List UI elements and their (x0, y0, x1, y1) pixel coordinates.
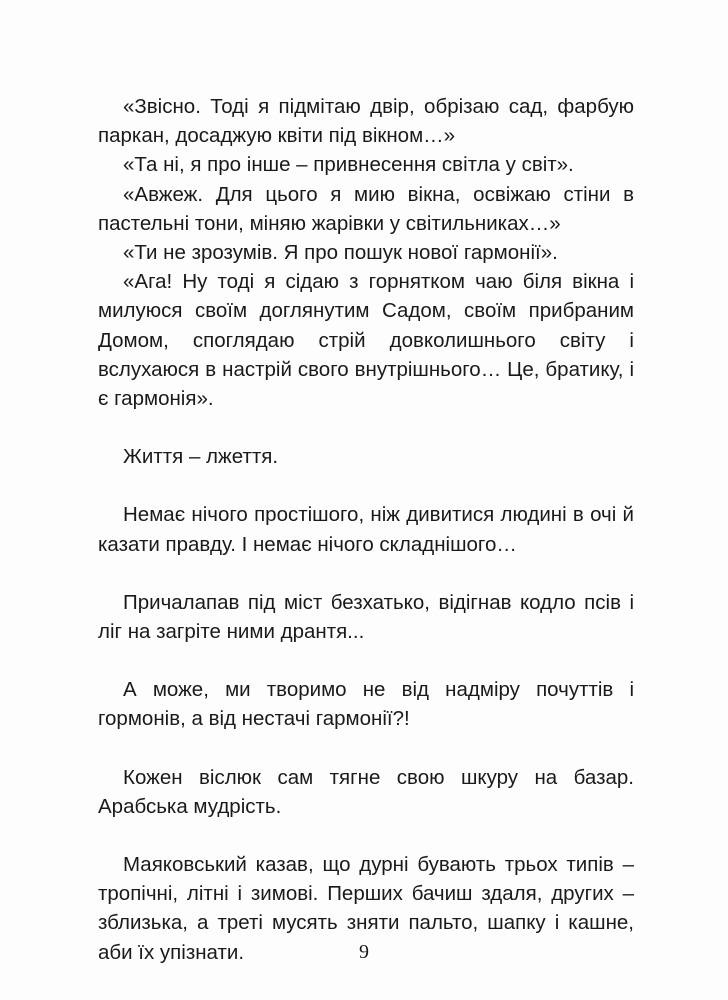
dialogue-paragraph: «Та ні, я про інше – привнесення світла у світ». (123, 153, 574, 177)
dialogue-paragraph: «Звісно. Тоді я підмітаю двір, обрізаю сад, фарбую паркан, досаджую квіти під вікном…» (98, 95, 634, 148)
aphorism-paragraph: Маяковський казав, що дурні бувають трьох типів – тропічні, літні і зимові. Перших бачиш здаля, других – зблизька, а треті мусять зняти пальто, шапку і кашне, аби їх упізнати. (98, 853, 634, 964)
aphorism-paragraph: Кожен віслюк сам тягне свою шкуру на базар. Арабська мудрість. (98, 765, 634, 818)
aphorism-paragraph: Життя – лжеття. (123, 445, 279, 469)
aphorism-paragraph: Причалапав під міст безхатько, відігнав кодло псів і ліг на загріте ними дрантя... (98, 590, 634, 644)
dialogue-paragraph: «Ага! Ну тоді я сідаю з горнятком чаю біля вікна і милуюся своїм доглянутим Садом, своїм прибраним Домом, споглядаю стрій довколишнього світу і вслухаюся в настрій свого внутрішнього… Це, братику, і є гармонія». (98, 270, 634, 411)
aphorism-paragraph: А може, ми творимо не від надміру почуттів і гормонів, а від нестачі гармонії?! (98, 678, 634, 731)
body-text (98, 92, 634, 967)
aphorism-paragraph: Немає нічого простішого, ніж дивитися людині в очі й казати правду. І немає нічого складнішого… (98, 503, 634, 556)
dialogue-paragraph: «Ти не зрозумів. Я про пошук нової гармонії». (123, 241, 558, 265)
page-number: 9 (359, 941, 369, 963)
dialogue-paragraph: «Авжеж. Для цього я мию вікна, освіжаю стіни в пастельні тони, міняю жарівки у світильниках…» (98, 182, 634, 235)
